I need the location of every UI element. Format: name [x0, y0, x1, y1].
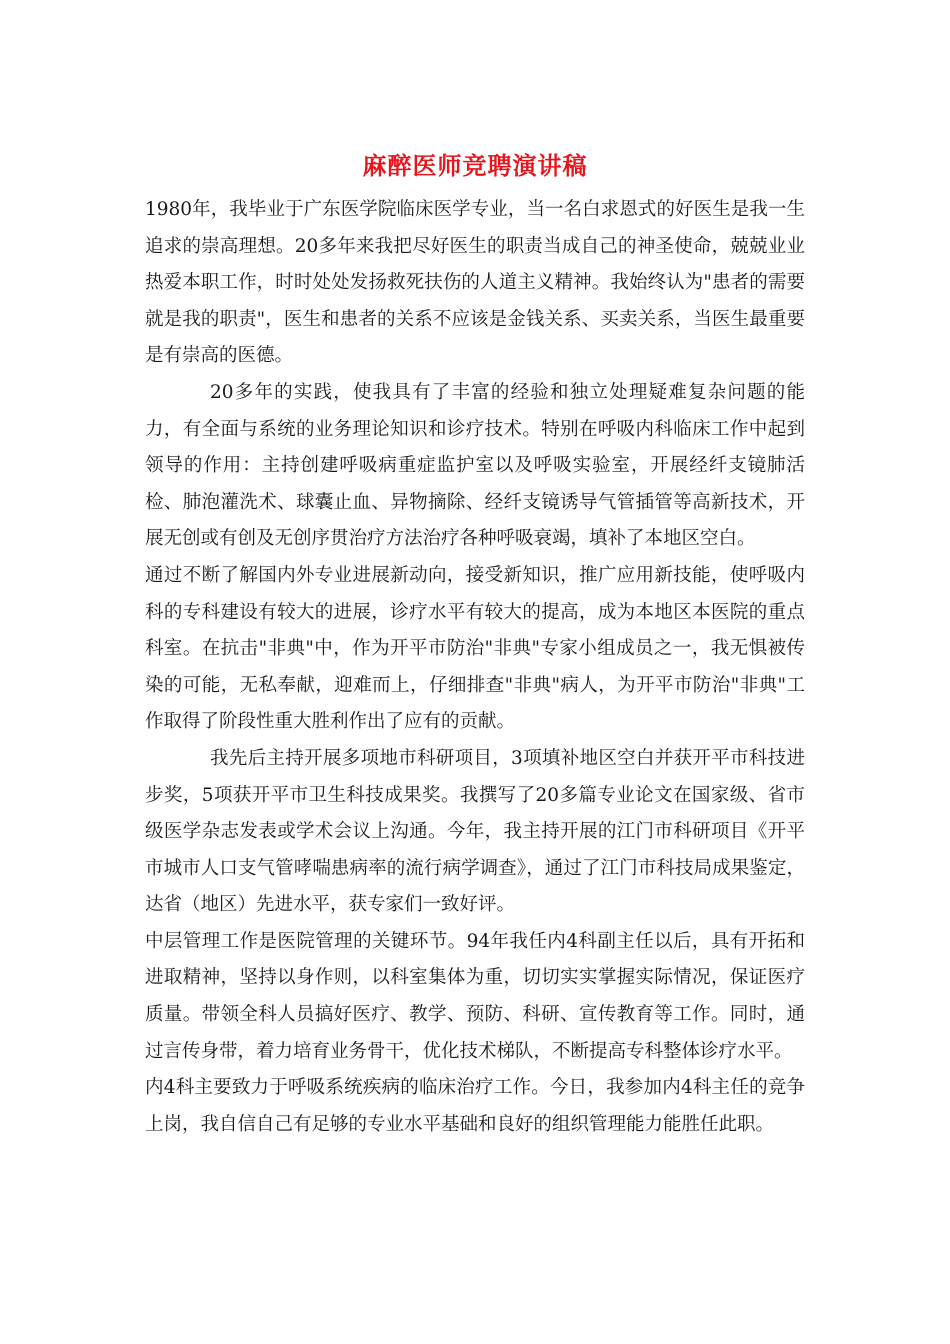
paragraph-3: 通过不断了解国内外专业进展新动向，接受新知识，推广应用新技能，使呼吸内科的专科建设有较大的进展，诊疗水平有较大的提高，成为本地区本医院的重点科室。在抗击"非典"中，作为开平市防治"非典"专家小组成员之一，我无惧被传染的可能，无私奉献，迎难而上，仔细排查"非典"病人，为开平市防治"非典"工作取得了阶段性重大胜利作出了应有的贡献。 — [145, 564, 805, 733]
paragraph-2: 20多年的实践，使我具有了丰富的经验和独立处理疑难复杂问题的能力，有全面与系统的业务理论知识和诊疗技术。特别在呼吸内科临床工作中起到领导的作用：主持创建呼吸病重症监护室以及呼吸实验室，开展经纤支镜肺活检、肺泡灌洗术、球囊止血、异物摘除、经纤支镜诱导气管插管等高新技术，开展无创或有创及无创序贯治疗方法治疗各种呼吸衰竭，填补了本地区空白。 — [145, 381, 805, 550]
paragraph-5: 中层管理工作是医院管理的关键环节。94年我任内4科副主任以后，具有开拓和进取精神，坚持以身作则，以科室集体为重，切切实实掌握实际情况，保证医疗质量。带领全科人员搞好医疗、教学、预防、科研、宣传教育等工作。同时，通过言传身带，着力培育业务骨干，优化技术梯队，不断提高专科整体诊疗水平。 — [145, 930, 805, 1062]
paragraph-1: 1980年，我毕业于广东医学院临床医学专业，当一名白求恩式的好医生是我一生追求的崇高理想。20多年来我把尽好医生的职责当成自己的神圣使命，兢兢业业热爱本职工作，时时处处发扬救死扶伤的人道主义精神。我始终认为"患者的需要就是我的职责"，医生和患者的关系不应该是金钱关系、买卖关系，当医生最重要是有崇高的医德。 — [145, 199, 805, 367]
paragraph-6: 内4科主要致力于呼吸系统疾病的临床治疗工作。今日，我参加内4科主任的竞争上岗，我自信自己有足够的专业水平基础和良好的组织管理能力能胜任此职。 — [145, 1077, 805, 1135]
document-body — [145, 192, 805, 1143]
document-title: 麻醉医师竞聘演讲稿 — [362, 151, 588, 180]
paragraph-4: 我先后主持开展多项地市科研项目，3项填补地区空白并获开平市科技进步奖，5项获开平市卫生科技成果奖。我撰写了20多篇专业论文在国家级、省市级医学杂志发表或学术会议上沟通。今年，我主持开展的江门市科研项目《开平市城市人口支气管哮喘患病率的流行病学调查》，通过了江门市科技局成果鉴定，达省（地区）先进水平，获专家们一致好评。 — [145, 747, 805, 916]
